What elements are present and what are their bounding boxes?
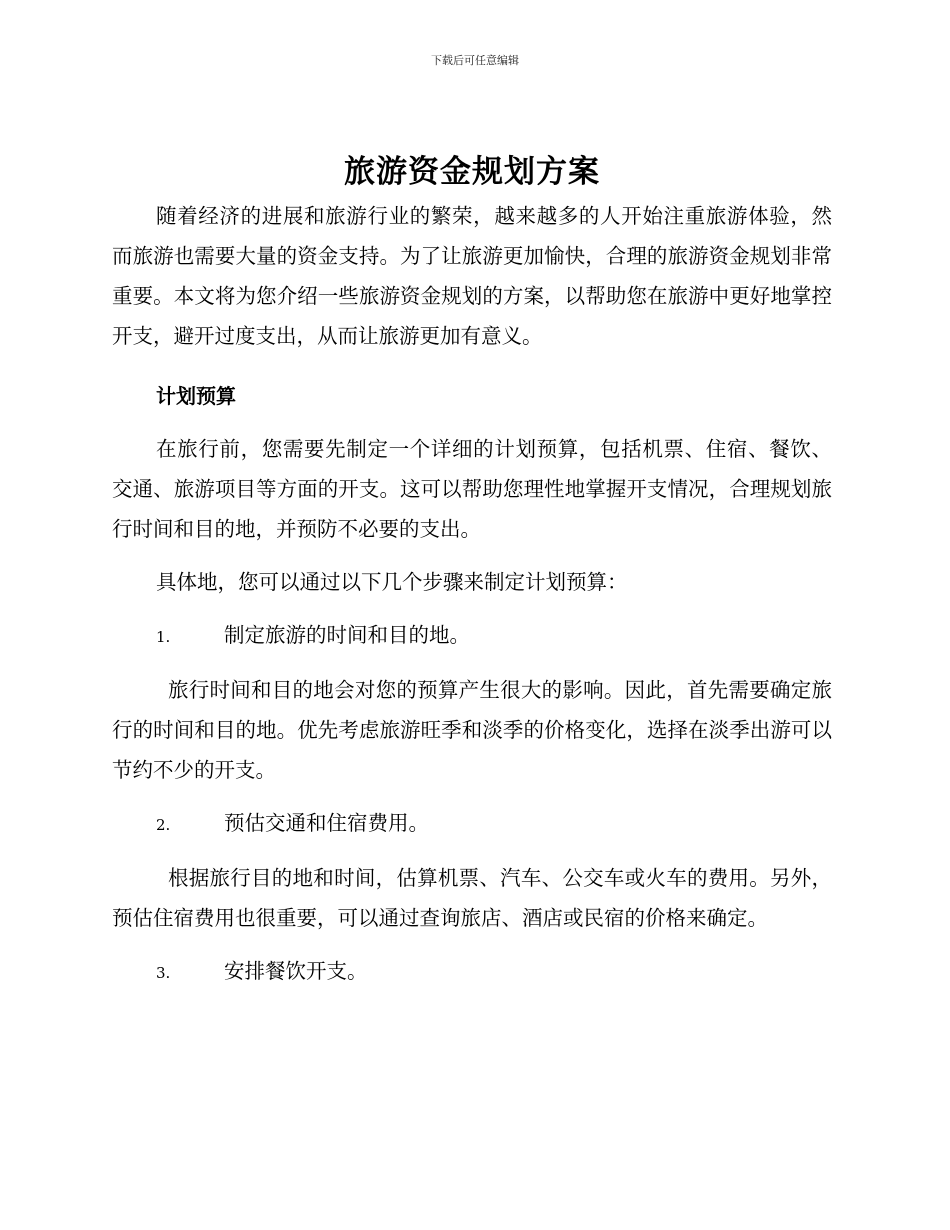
budget-paragraph: 在旅行前，您需要先制定一个详细的计划预算，包括机票、住宿、餐饮、交通、旅游项目等方面的开支。这可以帮助您理性地掌握开支情况，合理规划旅行时间和目的地，并预防不必要的支出。 bbox=[112, 437, 832, 541]
list-item-step-1 bbox=[156, 615, 832, 657]
step-1-detail-paragraph: 旅行时间和目的地会对您的预算产生很大的影响。因此，首先需要确定旅行的时间和目的地。优先考虑旅游旺季和淡季的价格变化，选择在淡季出游可以节约不少的开支。 bbox=[112, 678, 832, 782]
intro-paragraph: 随着经济的进展和旅游行业的繁荣，越来越多的人开始注重旅游体验，然而旅游也需要大量的资金支持。为了让旅游更加愉快，合理的旅游资金规划非常重要。本文将为您介绍一些旅游资金规划的方案，以帮助您在旅游中更好地掌控开支，避开过度支出，从而让旅游更加有意义。 bbox=[112, 204, 832, 348]
list-item-title: 制定旅游的时间和目的地。 bbox=[224, 623, 470, 647]
list-item-step-3 bbox=[156, 951, 832, 993]
step-2-detail-paragraph: 根据旅行目的地和时间，估算机票、汽车、公交车或火车的费用。另外，预估住宿费用也很重要，可以通过查询旅店、酒店或民宿的价格来确定。 bbox=[112, 866, 832, 930]
list-item-step-2 bbox=[156, 803, 832, 845]
steps-intro-paragraph: 具体地，您可以通过以下几个步骤来制定计划预算： bbox=[156, 570, 628, 594]
section-heading-budget: 计划预算 bbox=[156, 384, 236, 408]
list-item-title: 安排餐饮开支。 bbox=[224, 959, 368, 983]
list-number: 3. bbox=[156, 964, 171, 982]
list-number: 2. bbox=[156, 816, 171, 834]
list-number: 1. bbox=[156, 628, 171, 646]
document-content bbox=[112, 148, 832, 993]
document-title: 旅游资金规划方案 bbox=[344, 154, 600, 190]
page-header-note: 下载后可任意编辑 bbox=[431, 54, 519, 67]
list-item-title: 预估交通和住宿费用。 bbox=[224, 811, 429, 835]
